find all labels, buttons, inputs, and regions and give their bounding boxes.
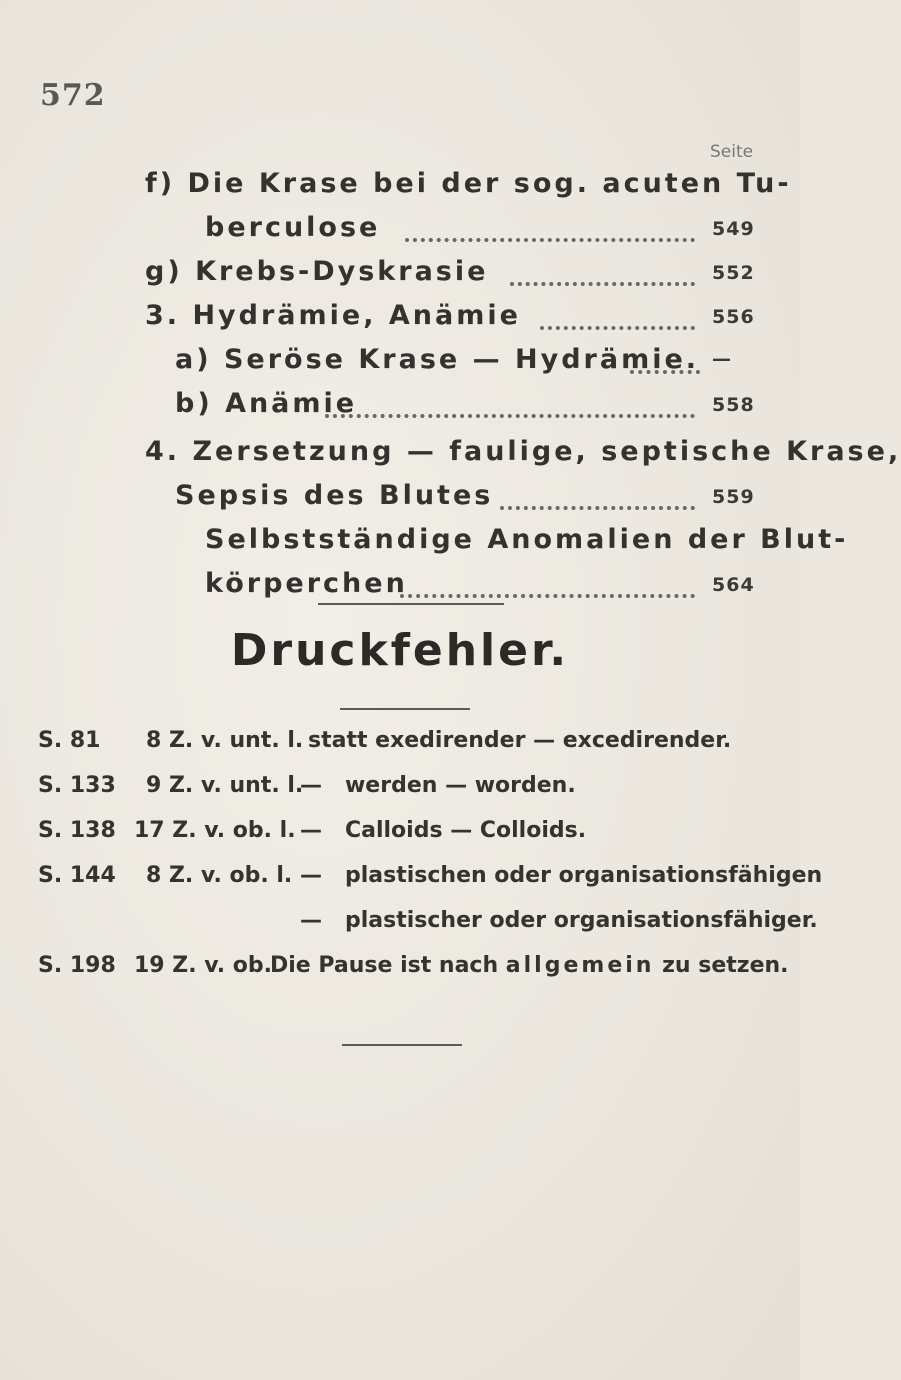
toc-page-number: 558 bbox=[712, 394, 755, 416]
toc-leader-dots bbox=[510, 278, 695, 286]
toc-page-number: 549 bbox=[712, 218, 755, 240]
toc-line bbox=[145, 256, 765, 292]
toc-entry-text: 3. Hydrämie, Anämie bbox=[145, 300, 521, 331]
errata-line-ref: 9 Z. v. unt. l. bbox=[146, 773, 304, 798]
errata-entry bbox=[38, 728, 778, 760]
toc-leader-dots bbox=[325, 410, 695, 418]
toc-page-number: 564 bbox=[712, 574, 755, 596]
errata-correction bbox=[270, 953, 789, 978]
errata-correction-text: Die Pause ist nach bbox=[270, 953, 499, 978]
errata-correction: — plastischen oder organisationsfähigen bbox=[300, 863, 823, 888]
toc-leader-dots bbox=[630, 366, 700, 374]
toc-entry-text: b) Anämie bbox=[175, 388, 358, 419]
heading-underline bbox=[340, 708, 470, 710]
toc-line bbox=[205, 568, 765, 604]
errata-entry bbox=[38, 773, 778, 805]
toc-page-number: 552 bbox=[712, 262, 755, 284]
toc-leader-dots bbox=[405, 234, 695, 242]
toc-line bbox=[145, 168, 792, 204]
toc-entry-text: berculose bbox=[205, 212, 381, 243]
toc-leader-dots bbox=[400, 590, 695, 598]
toc-page-number: 559 bbox=[712, 486, 755, 508]
errata-page-ref: S. 198 bbox=[38, 953, 116, 978]
toc-entry-text: a) Seröse Krase — Hydrämie. bbox=[175, 344, 700, 375]
errata-entry bbox=[38, 818, 778, 850]
errata-line-ref: 8 Z. v. unt. l. bbox=[146, 728, 304, 753]
toc-line bbox=[175, 480, 765, 516]
errata-entry bbox=[38, 863, 823, 895]
errata-line-ref: 8 Z. v. ob. l. bbox=[146, 863, 293, 888]
errata-page-ref: S. 138 bbox=[38, 818, 116, 843]
toc-line bbox=[145, 436, 901, 472]
toc-line bbox=[175, 344, 765, 380]
errata-correction: — Calloids — Colloids. bbox=[300, 818, 587, 843]
toc-leader-dots bbox=[540, 322, 695, 330]
errata-emphasized-word: allgemein bbox=[505, 953, 655, 978]
toc-entry-text: g) Krebs-Dyskrasie bbox=[145, 256, 489, 287]
errata-line-ref: 17 Z. v. ob. l. bbox=[134, 818, 296, 843]
toc-leader-dots bbox=[500, 502, 695, 510]
page-number: 572 bbox=[40, 78, 106, 113]
toc-line bbox=[145, 300, 765, 336]
toc-page-number: 556 bbox=[712, 306, 755, 328]
errata-entry bbox=[38, 908, 818, 940]
closing-divider bbox=[342, 1044, 462, 1046]
section-divider bbox=[318, 603, 504, 605]
toc-entry-text: 4. Zersetzung — faulige, septische Krase, bbox=[145, 436, 901, 467]
toc-page-number: — bbox=[712, 348, 732, 370]
errata-line-ref: 19 Z. v. ob. bbox=[134, 953, 273, 978]
errata-correction: — werden — worden. bbox=[300, 773, 576, 798]
errata-correction-tail: zu setzen. bbox=[662, 953, 789, 978]
errata-heading: Druckfehler. bbox=[230, 625, 570, 676]
toc-entry-text: f) Die Krase bei der sog. acuten Tu- bbox=[145, 168, 792, 199]
toc-entry-text: körperchen bbox=[205, 568, 408, 599]
errata-page-ref: S. 81 bbox=[38, 728, 101, 753]
toc-line bbox=[205, 212, 765, 248]
errata-entry bbox=[38, 953, 788, 985]
errata-page-ref: S. 133 bbox=[38, 773, 116, 798]
toc-entry-text: Selbstständige Anomalien der Blut- bbox=[205, 524, 849, 555]
column-header-seite: Seite bbox=[710, 142, 754, 162]
toc-line bbox=[205, 524, 849, 560]
errata-correction: statt exedirender — excedirender. bbox=[308, 728, 732, 753]
errata-correction: — plastischer oder organisationsfähiger. bbox=[300, 908, 818, 933]
errata-page-ref: S. 144 bbox=[38, 863, 116, 888]
toc-entry-text: Sepsis des Blutes bbox=[175, 480, 494, 511]
toc-line bbox=[175, 388, 765, 424]
